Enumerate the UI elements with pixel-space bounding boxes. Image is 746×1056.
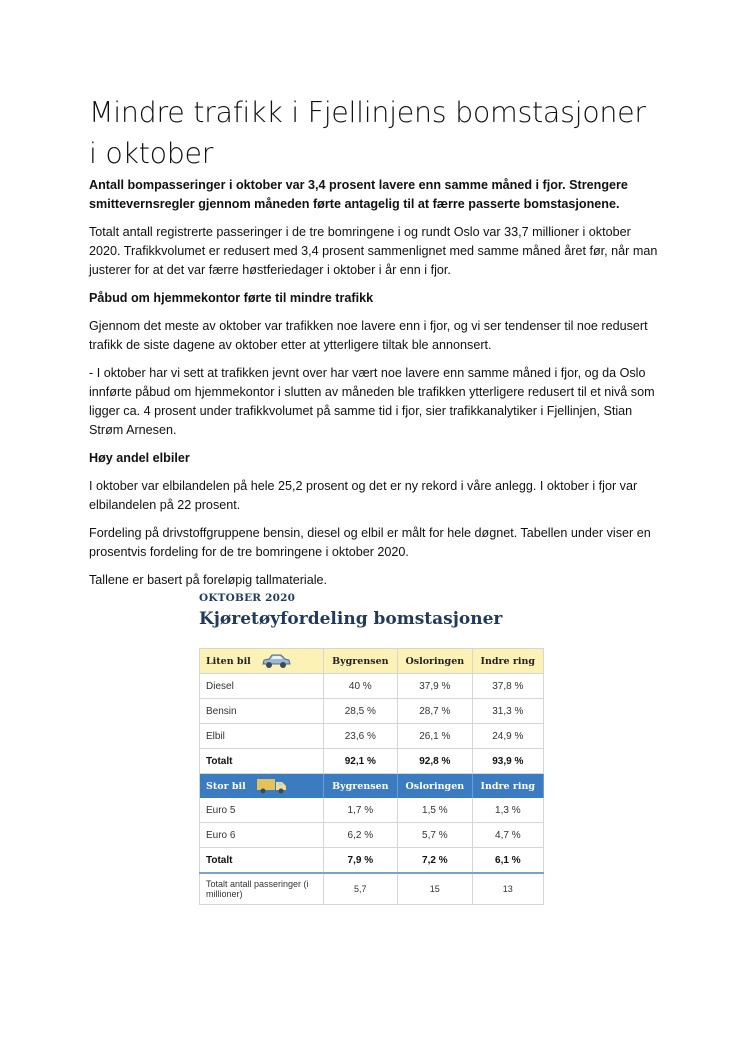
paragraph: Gjennom det meste av oktober var trafikken noe lavere enn i fjor, og vi ser tendenser til noe redusert trafikk de siste dagene av oktober etter at ytterligere tiltak ble annonsert. — [89, 319, 648, 352]
cell: 7,2 % — [398, 848, 473, 874]
small-car-label: Liten bil — [206, 655, 251, 667]
cell: 6,1 % — [472, 848, 543, 874]
table-row — [200, 798, 544, 823]
row-label: Totalt — [200, 749, 324, 774]
article-title: Mindre trafikk i Fjellinjens bomstasjoner i oktober — [89, 96, 646, 170]
cell: 26,1 % — [398, 724, 473, 749]
column-header: Bygrensen — [323, 649, 397, 674]
large-car-header-row — [200, 774, 544, 799]
cell: 4,7 % — [472, 823, 543, 848]
cell: 28,5 % — [323, 699, 397, 724]
cell: 5,7 % — [398, 823, 473, 848]
cell: 93,9 % — [472, 749, 543, 774]
cell: 6,2 % — [323, 823, 397, 848]
table-row — [200, 674, 544, 699]
cell: 40 % — [323, 674, 397, 699]
row-label: Euro 6 — [200, 823, 324, 848]
figure-title: Kjøretøyfordeling bomstasjoner — [199, 609, 503, 629]
truck-icon — [256, 777, 288, 795]
column-header: Osloringen — [398, 774, 473, 799]
cell: 37,9 % — [398, 674, 473, 699]
subheading: Høy andel elbiler — [89, 451, 190, 465]
cell: 15 — [398, 873, 473, 905]
cell: 1,5 % — [398, 798, 473, 823]
vehicle-distribution-figure — [199, 592, 545, 905]
column-header: Indre ring — [472, 649, 543, 674]
car-icon — [261, 652, 291, 670]
column-header: Indre ring — [472, 774, 543, 799]
distribution-table — [199, 648, 544, 905]
article-lead: Antall bompasseringer i oktober var 3,4 prosent lavere enn samme måned i fjor. Strengere smittevernsregler gjennom måneden førte antagelig til at færre passerte bomstasjonene. — [89, 178, 628, 211]
paragraph: I oktober var elbilandelen på hele 25,2 prosent og det er ny rekord i våre anlegg. I oktober i fjor var elbilandelen på 22 prosent. — [89, 479, 638, 512]
cell: 23,6 % — [323, 724, 397, 749]
table-row — [200, 699, 544, 724]
subheading: Påbud om hjemmekontor førte til mindre trafikk — [89, 291, 374, 305]
table-row — [200, 823, 544, 848]
large-car-label: Stor bil — [206, 780, 246, 792]
row-label: Bensin — [200, 699, 324, 724]
paragraph: Totalt antall registrerte passeringer i de tre bomringene i og rundt Oslo var 33,7 millioner i oktober 2020. Trafikkvolumet er redusert med 3,4 prosent sammenlignet med samme måned året før, når man justerer for at det var færre høstferiedager i oktober i år enn i fjor. — [89, 225, 658, 277]
row-label: Diesel — [200, 674, 324, 699]
cell: 13 — [472, 873, 543, 905]
row-label: Totalt — [200, 848, 324, 874]
cell: 5,7 — [323, 873, 397, 905]
cell: 92,1 % — [323, 749, 397, 774]
cell: 37,8 % — [472, 674, 543, 699]
column-header: Osloringen — [398, 649, 473, 674]
cell: 24,9 % — [472, 724, 543, 749]
column-header: Bygrensen — [323, 774, 397, 799]
article — [89, 92, 659, 590]
total-row — [200, 848, 544, 874]
row-label: Totalt antall passeringer (i millioner) — [200, 873, 324, 905]
cell: 7,9 % — [323, 848, 397, 874]
row-label: Euro 5 — [200, 798, 324, 823]
row-label: Elbil — [200, 724, 324, 749]
passings-row — [200, 873, 544, 905]
figure-kicker: OKTOBER 2020 — [199, 592, 296, 604]
paragraph: Tallene er basert på foreløpig tallmateriale. — [89, 573, 328, 587]
cell: 1,7 % — [323, 798, 397, 823]
cell: 92,8 % — [398, 749, 473, 774]
cell: 31,3 % — [472, 699, 543, 724]
table-row — [200, 724, 544, 749]
small-car-header-row — [200, 649, 544, 674]
cell: 1,3 % — [472, 798, 543, 823]
cell: 28,7 % — [398, 699, 473, 724]
paragraph: Fordeling på drivstoffgruppene bensin, diesel og elbil er målt for hele døgnet. Tabellen under viser en prosentvis fordeling for de tre bomringene i oktober 2020. — [89, 526, 651, 559]
total-row — [200, 749, 544, 774]
paragraph: - I oktober har vi sett at trafikken jevnt over har vært noe lavere enn samme måned i fjor, og da Oslo innførte påbud om hjemmekontor i slutten av måneden ble trafikken ytterligere redusert til et nivå som ligger ca. 4 prosent under trafikkvolumet på samme tid i fjor, sier trafikkanalytiker i Fjellinjen, Stian Strøm Arnesen. — [89, 366, 655, 437]
